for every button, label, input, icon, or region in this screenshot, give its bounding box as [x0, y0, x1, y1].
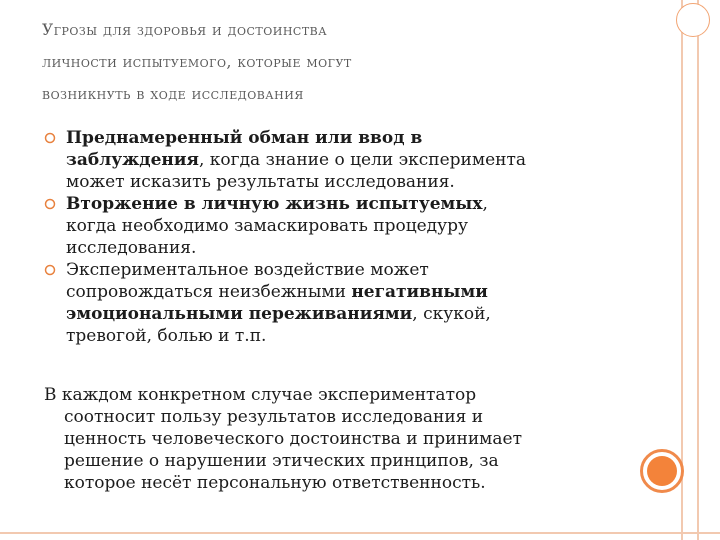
text: , скукой,	[412, 304, 491, 324]
text: когда необходимо замаскировать процедуру	[66, 216, 469, 236]
bullet-line	[66, 127, 664, 149]
bullet-item	[44, 259, 664, 347]
title-line-3: возникнуть в ходе исследования	[42, 85, 304, 103]
text: Экспериментальное воздействие может	[66, 260, 429, 280]
text: исследования.	[66, 238, 197, 258]
deco-vertical-line-right	[697, 0, 699, 540]
bullet-line	[66, 193, 664, 215]
bullet-line	[66, 259, 664, 281]
bullet-line	[66, 325, 664, 347]
paragraph-line: В каждом конкретном случае экспериментатор	[44, 385, 477, 405]
bold-text: негативными	[351, 282, 488, 302]
bold-text: Вторжение в личную жизнь испытуемых	[66, 194, 483, 214]
bullet-list	[44, 127, 664, 347]
text: сопровождаться неизбежными	[66, 282, 352, 302]
bullet-line	[66, 281, 664, 303]
conclusion-paragraph	[44, 384, 664, 494]
hollow-circle-bullet-icon	[44, 198, 56, 210]
bullet-line	[66, 149, 664, 171]
bold-text: Преднамеренный обман или ввод в	[66, 128, 423, 148]
paragraph-line: ценность человеческого достоинства и принимает	[64, 429, 522, 449]
deco-ring-top	[676, 3, 710, 37]
deco-horizontal-line	[0, 532, 720, 534]
text: тревогой, болью и т.п.	[66, 326, 267, 346]
text: , когда знание о цели эксперимента	[199, 150, 527, 170]
bullet-line	[66, 303, 664, 325]
hollow-circle-bullet-icon	[44, 264, 56, 276]
hollow-circle-bullet-icon	[44, 132, 56, 144]
paragraph-line: соотносит пользу результатов исследования и	[64, 407, 484, 427]
bullet-line	[66, 237, 664, 259]
bold-text: заблуждения	[66, 150, 199, 170]
bullet-line	[66, 215, 664, 237]
bullet-item	[44, 193, 664, 259]
bullet-item	[44, 127, 664, 193]
text: ,	[482, 194, 488, 214]
paragraph-line: решение о нарушении этических принципов, за	[64, 451, 499, 471]
title-line-2: личности испытуемого, которые могут	[42, 53, 352, 71]
bold-text: эмоциональными переживаниями	[66, 304, 413, 324]
title-line-1: Угрозы для здоровья и достоинства	[42, 21, 328, 39]
paragraph-line: которое несёт персональную ответственность.	[64, 473, 486, 493]
deco-vertical-line-left	[681, 0, 683, 540]
text: может исказить результаты исследования.	[66, 172, 455, 192]
slide-title	[42, 14, 642, 110]
bullet-line	[66, 171, 664, 193]
